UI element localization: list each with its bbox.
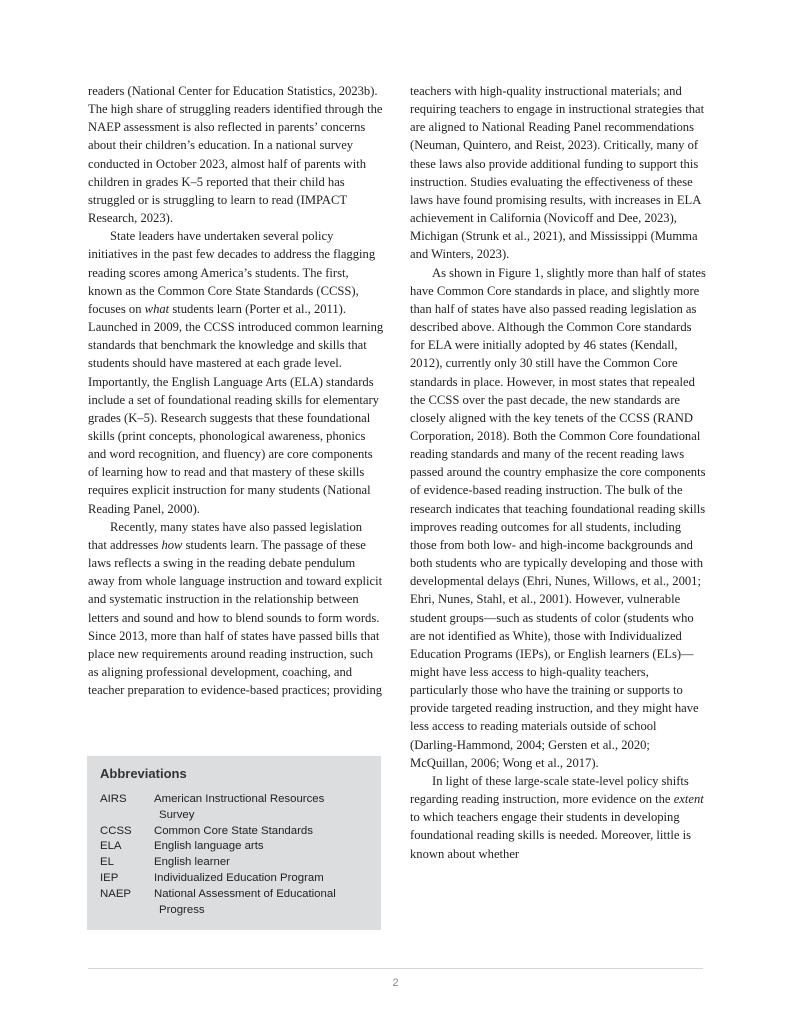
abbreviations-title: Abbreviations <box>100 766 187 781</box>
abbreviation-definition-continued: Progress <box>159 903 205 916</box>
emphasis-text: extent <box>673 792 704 807</box>
paragraph <box>88 227 384 518</box>
abbreviation-definition-text: English language arts <box>154 840 264 853</box>
abbreviation-definition <box>154 792 375 824</box>
abbreviation-term: IEP <box>100 871 119 884</box>
paragraph: readers (National Center for Education Statistics, 2023b). The high share of struggling readers identified through the NAEP assessment is also reflected in parents’ concerns about their children’s education. In a national survey conducted in October 2023, almost half of parents with children in grades K–5 reported that their child has struggled or is struggling to learn to read (IMPACT Research, 2023). <box>88 84 383 226</box>
abbreviation-term: NAEP <box>100 887 132 900</box>
abbreviation-term: EL <box>100 856 114 869</box>
paragraph: teachers with high-quality instructional materials; and requiring teachers to engage in instructional strategies that are aligned to National Reading Panel recommendations (Neuman, Quintero, and Reist, 2023). Critically, many of these laws also provide additional funding to support this instruction. Studies evaluating the effectiveness of these laws have found promising results, with increases in ELA achievement in California (Novicoff and Dee, 2023), Michigan (Strunk et al., 2021), and Mississippi (Mumma and Winters, 2023). <box>410 84 705 262</box>
abbreviation-row <box>100 792 375 824</box>
abbreviation-definition <box>154 839 375 855</box>
abbreviation-definition <box>154 887 375 919</box>
abbreviation-definition <box>154 824 375 840</box>
abbreviation-row <box>100 871 375 887</box>
abbreviation-row <box>100 824 375 840</box>
emphasis-text: how <box>161 537 183 552</box>
abbreviation-definition <box>154 871 375 887</box>
page-number: 2 <box>392 977 399 989</box>
paragraph <box>410 772 706 863</box>
paragraph <box>88 518 384 700</box>
paragraph-text: students learn. The passage of these laws reflects a swing in the reading debate pendulum away from whole language instruction and toward explicit and systematic instruction in the relationship between letters and sound and how to blend sounds to form words. Since 2013, more than half of states have passed bills that place new requirements around reading instruction, such as aligning professional development, coaching, and teacher preparation to evidence-based practices; providing <box>88 537 383 698</box>
abbreviation-definition-text: National Assessment of Educational <box>154 887 336 900</box>
left-text-column <box>88 82 384 699</box>
paragraph: As shown in Figure 1, slightly more than half of states have Common Core standards in place, and slightly more than half of states have also passed reading legislation as described above. Although the Common Core standards for ELA were initially adopted by 46 states (Kendall, 2012), currently only 30 still have the Common Core standards in place. However, in most states that repealed the CCSS over the past decade, the new standards are closely aligned with the key tenets of the CCSS (RAND Corporation, 2018). Both the Common Core foundational reading standards and many of the recent reading laws passed around the country emphasize the core components of evidence-based reading instruction. The bulk of the research indicates that teaching foundational reading skills improves reading outcomes for all students, including those from both low- and high-income backgrounds and both students who are typically developing and those with developmental delays (Ehri, Nunes, Willows, et al., 2001; Ehri, Nunes, Stahl, et al., 2001). However, vulnerable student groups—such as students of color (students who are not identified as White), those with Individualized Education Programs (IEPs), or English learners (ELs)—might have less access to high-quality teachers, particularly those who have the training or supports to provide targeted reading instruction, and they might have less access to reading materials outside of school (Darling-Hammond, 2004; Gersten et al., 2020; McQuillan, 2006; Wong et al., 2017). <box>410 265 706 770</box>
abbreviation-definition-continued: Survey <box>159 808 195 821</box>
abbreviation-term: CCSS <box>100 824 132 837</box>
abbreviation-definition-text: English learner <box>154 856 230 869</box>
abbreviations-sidebar <box>87 756 381 930</box>
abbreviation-definition-text: Individualized Education Program <box>154 871 324 884</box>
paragraph-text: to which teachers engage their students in developing foundational reading skills is needed. Moreover, little is known about whether <box>410 810 692 861</box>
abbreviation-row <box>100 887 375 919</box>
abbreviation-definition-text: American Instructional Resources <box>154 793 325 805</box>
abbreviation-definition-text: Common Core State Standards <box>154 824 313 837</box>
paragraph-text: students learn (Porter et al., 2011). Launched in 2009, the CCSS introduced common learning standards that benchmark the knowledge and skills that students should have mastered at each grade level. Importantly, the English Language Arts (ELA) standards include a set of foundational reading skills for elementary grades (K–5). Research suggests that these foundational skills (print concepts, phonological awareness, phonics and word recognition, and fluency) are core components of learning how to read and that mastery of these skills requires explicit instruction for many students (National Reading Panel, 2000). <box>88 301 384 516</box>
paragraph-text: In light of these large-scale state-level policy shifts regarding reading instruction, more evidence on the <box>410 773 689 807</box>
right-text-column <box>410 82 706 863</box>
abbreviation-definition <box>154 855 375 871</box>
abbreviations-list <box>100 792 375 918</box>
emphasis-text: what <box>144 301 170 316</box>
footer-divider <box>88 968 703 969</box>
abbreviation-row <box>100 855 375 871</box>
abbreviation-row <box>100 839 375 855</box>
abbreviation-term: ELA <box>100 840 122 853</box>
abbreviation-term: AIRS <box>100 793 127 805</box>
paragraph-text: Recently, many states have also passed legislation that addresses <box>88 519 363 552</box>
paragraph-text: State leaders have undertaken several policy initiatives in the past few decades to address the flagging reading scores among America’s students. The first, known as the Common Core State Standards (CCSS), focuses on <box>88 229 376 316</box>
